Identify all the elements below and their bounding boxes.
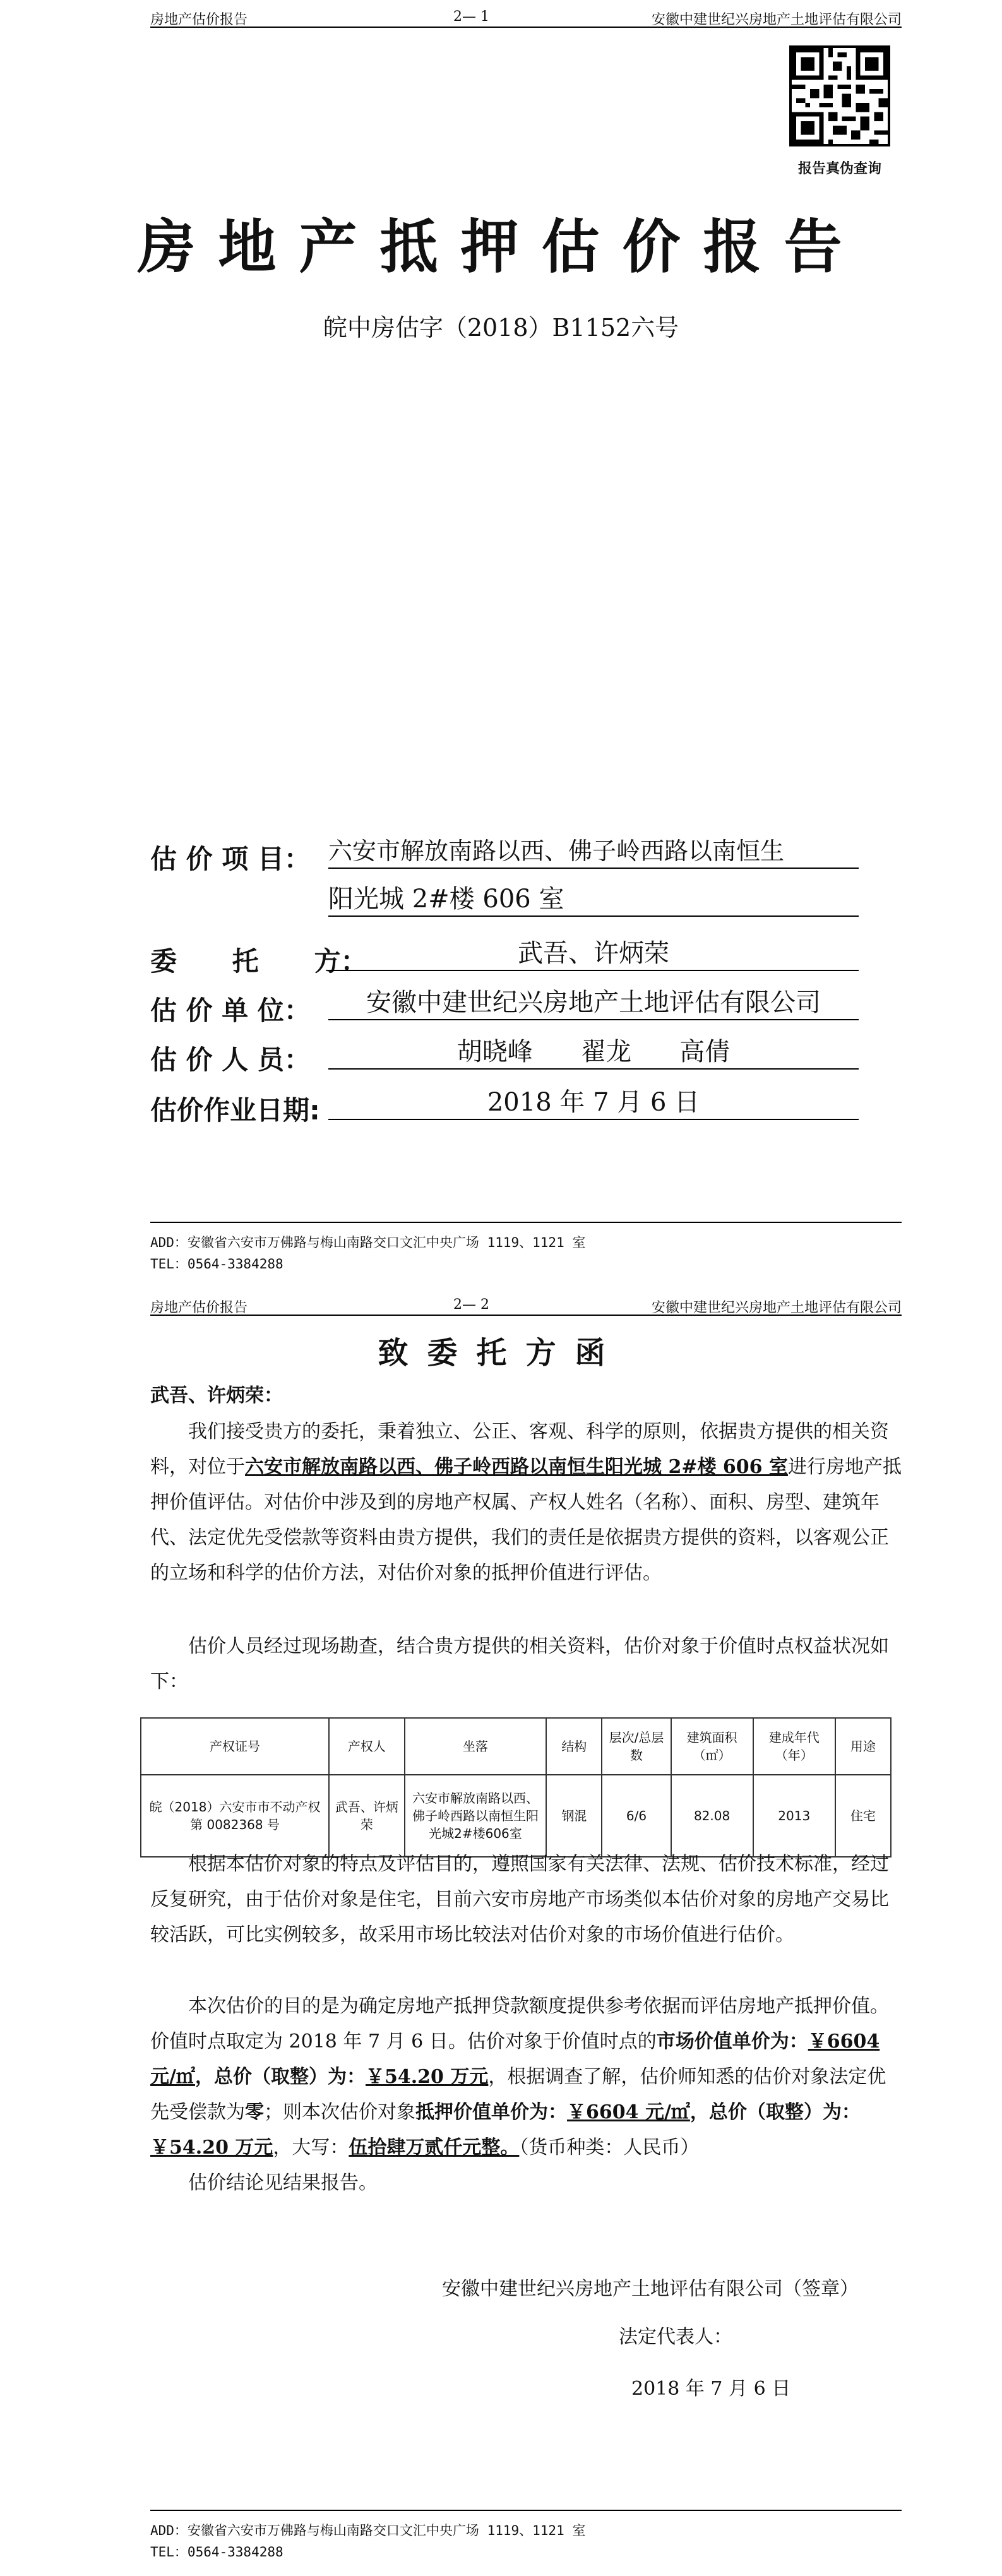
- table-header-row: [141, 1718, 891, 1775]
- table-row: [141, 1775, 891, 1857]
- col-year: 建成年代（年）: [753, 1718, 835, 1775]
- page-footer: [150, 2510, 902, 2563]
- p4-text-a: 本次估价的目的是为确定房地产抵押贷款额度提供参考依据而评估房地产抵押价值。价值时点取定为 2018 年 7 月 6 日。估价对象于价值时点的: [150, 1995, 889, 2053]
- p4-text-e: ，大写：: [273, 2137, 349, 2159]
- col-floor: 层次/总层数: [602, 1718, 671, 1775]
- letter-title: 致委托方函: [378, 1335, 624, 1371]
- field-value-project-line2: 阳光城 2#楼 606 室: [328, 883, 859, 917]
- property-table: [140, 1717, 892, 1857]
- p1-address: 六安市解放南路以西、佛子岭西路以南恒生阳光城 2#楼 606 室: [245, 1456, 788, 1478]
- cell-floor: 6/6: [602, 1775, 671, 1857]
- letter-salutation: 武吾、许炳荣：: [150, 1385, 283, 1407]
- p4-amount-in-words: 伍拾肆万贰仟元整。: [349, 2137, 520, 2159]
- col-area: 建筑面积（㎡）: [671, 1718, 753, 1775]
- col-cert-no: 产权证号: [141, 1718, 329, 1775]
- p4-market-total-value: ￥54.20 万元: [365, 2066, 489, 2088]
- field-value-appraiser-unit: 安徽中建世纪兴房地产土地评估有限公司: [328, 986, 859, 1020]
- footer-tel: TEL：0564-3384288: [150, 2544, 283, 2560]
- page-footer: [150, 1222, 902, 1275]
- letter-paragraph-1: [150, 1414, 902, 1591]
- qr-verify-label: 报告真伪查询: [797, 161, 881, 177]
- report-doc-number: 皖中房估字（2018）B1152六号: [323, 314, 679, 342]
- letter-paragraph-2: 估价人员经过现场勘查，结合贵方提供的相关资料，估价对象于价值时点权益状况如下：: [150, 1635, 889, 1693]
- field-label-date: 估价作业日期:: [150, 1095, 320, 1126]
- p4-mortgage-total-value: ￥54.20 万元: [150, 2137, 273, 2159]
- col-location: 坐落: [405, 1718, 547, 1775]
- page-header: [150, 1293, 902, 1316]
- p4-text-d: ；则本次估价对象: [264, 2101, 415, 2123]
- cell-cert-no: 皖（2018）六安市市不动产权第 0082368 号: [141, 1775, 329, 1857]
- field-value-appraisers: 胡晓峰 翟龙 高倩: [328, 1035, 859, 1070]
- cell-year: 2013: [753, 1775, 835, 1857]
- p1-text-b: 进行房地产抵押价值评估。对估价中涉及到的房地产权属、产权人姓名（名称）、面积、房型、建筑年代、法定优先受偿款等资料由贵方提供，我们的责任是依据贵方提供的资料，以客观公正的立场和科学的估价方法，对估价对象的抵押价值进行评估。: [150, 1456, 902, 1584]
- header-left: 房地产估价报告: [150, 12, 248, 28]
- p4-mortgage-total-label: ，总价（取整）为：: [689, 2101, 861, 2123]
- p4-mortgage-unit-value: ￥6604 元/㎡: [567, 2101, 690, 2123]
- p4-currency-note: （货币种类：人民币）: [519, 2137, 700, 2159]
- letter-paragraph-4: [150, 1989, 902, 2166]
- p4-text-c: ，根据调查了解，估价师知悉的估价对象法定优先受偿款为: [150, 2066, 886, 2123]
- report-title: 房地产抵押估价报告: [137, 213, 865, 281]
- page-header: [150, 5, 902, 28]
- footer-tel: TEL：0564-3384288: [150, 1256, 283, 1272]
- letter-paragraph-3: 根据本估价对象的特点及评估目的，遵照国家有关法律、法规、估价技术标准，经过反复研究，由于估价对象是住宅，目前六安市房地产市场类似本估价对象的房地产交易比较活跃，可比实例较多，故采用市场比较法对估价对象的市场价值进行估价。: [150, 1853, 889, 1946]
- col-owner: 产权人: [329, 1718, 405, 1775]
- cell-area: 82.08: [671, 1775, 753, 1857]
- sign-date: 2018 年 7 月 6 日: [631, 2378, 791, 2400]
- p4-priority-zero: 零: [245, 2101, 264, 2123]
- header-page-number: 2— 2: [453, 1297, 489, 1313]
- field-label-client: 委 托 方：: [150, 946, 367, 977]
- footer-address: ADD：安徽省六安市万佛路与梅山南路交口文汇中央广场 1119、1121 室: [150, 2523, 586, 2538]
- sign-legal-rep: 法定代表人：: [619, 2326, 732, 2348]
- header-right: 安徽中建世纪兴房地产土地评估有限公司: [651, 12, 902, 28]
- col-structure: 结构: [546, 1718, 602, 1775]
- cell-location: 六安市解放南路以西、佛子岭西路以南恒生阳光城2#楼606室: [405, 1775, 547, 1857]
- field-value-date: 2018 年 7 月 6 日: [328, 1086, 859, 1120]
- field-label-project: 估 价 项 目：: [150, 844, 311, 874]
- cell-use: 住宅: [835, 1775, 891, 1857]
- sign-company: 安徽中建世纪兴房地产土地评估有限公司（签章）: [442, 2278, 859, 2300]
- qr-code-icon[interactable]: [789, 45, 890, 146]
- header-left: 房地产估价报告: [150, 1300, 248, 1316]
- field-value-project: 六安市解放南路以西、佛子岭西路以南恒生: [328, 835, 859, 869]
- p4-mortgage-unit-label: 抵押价值单价为：: [415, 2101, 567, 2123]
- field-label-appraisers: 估 价 人 员：: [150, 1044, 311, 1075]
- col-use: 用途: [835, 1718, 891, 1775]
- header-page-number: 2— 1: [453, 9, 489, 25]
- field-value-client: 武吾、许炳荣: [328, 937, 859, 971]
- letter-paragraph-5: 估价结论见结果报告。: [188, 2172, 378, 2194]
- header-right: 安徽中建世纪兴房地产土地评估有限公司: [651, 1300, 902, 1316]
- cell-structure: 钢混: [546, 1775, 602, 1857]
- cell-owner: 武吾、许炳荣: [329, 1775, 405, 1857]
- p4-market-total-label: ，总价（取整）为：: [194, 2066, 366, 2088]
- field-label-appraiser-unit: 估 价 单 位：: [150, 995, 311, 1026]
- p4-market-unit-label: 市场价值单价为：: [656, 2030, 808, 2053]
- p4-market-unit-value: ￥6604 元/㎡: [150, 2030, 880, 2088]
- footer-address: ADD：安徽省六安市万佛路与梅山南路交口文汇中央广场 1119、1121 室: [150, 1235, 586, 1250]
- p1-text-a: 我们接受贵方的委托，秉着独立、公正、客观、科学的原则，依据贵方提供的相关资料，对位于: [150, 1421, 889, 1478]
